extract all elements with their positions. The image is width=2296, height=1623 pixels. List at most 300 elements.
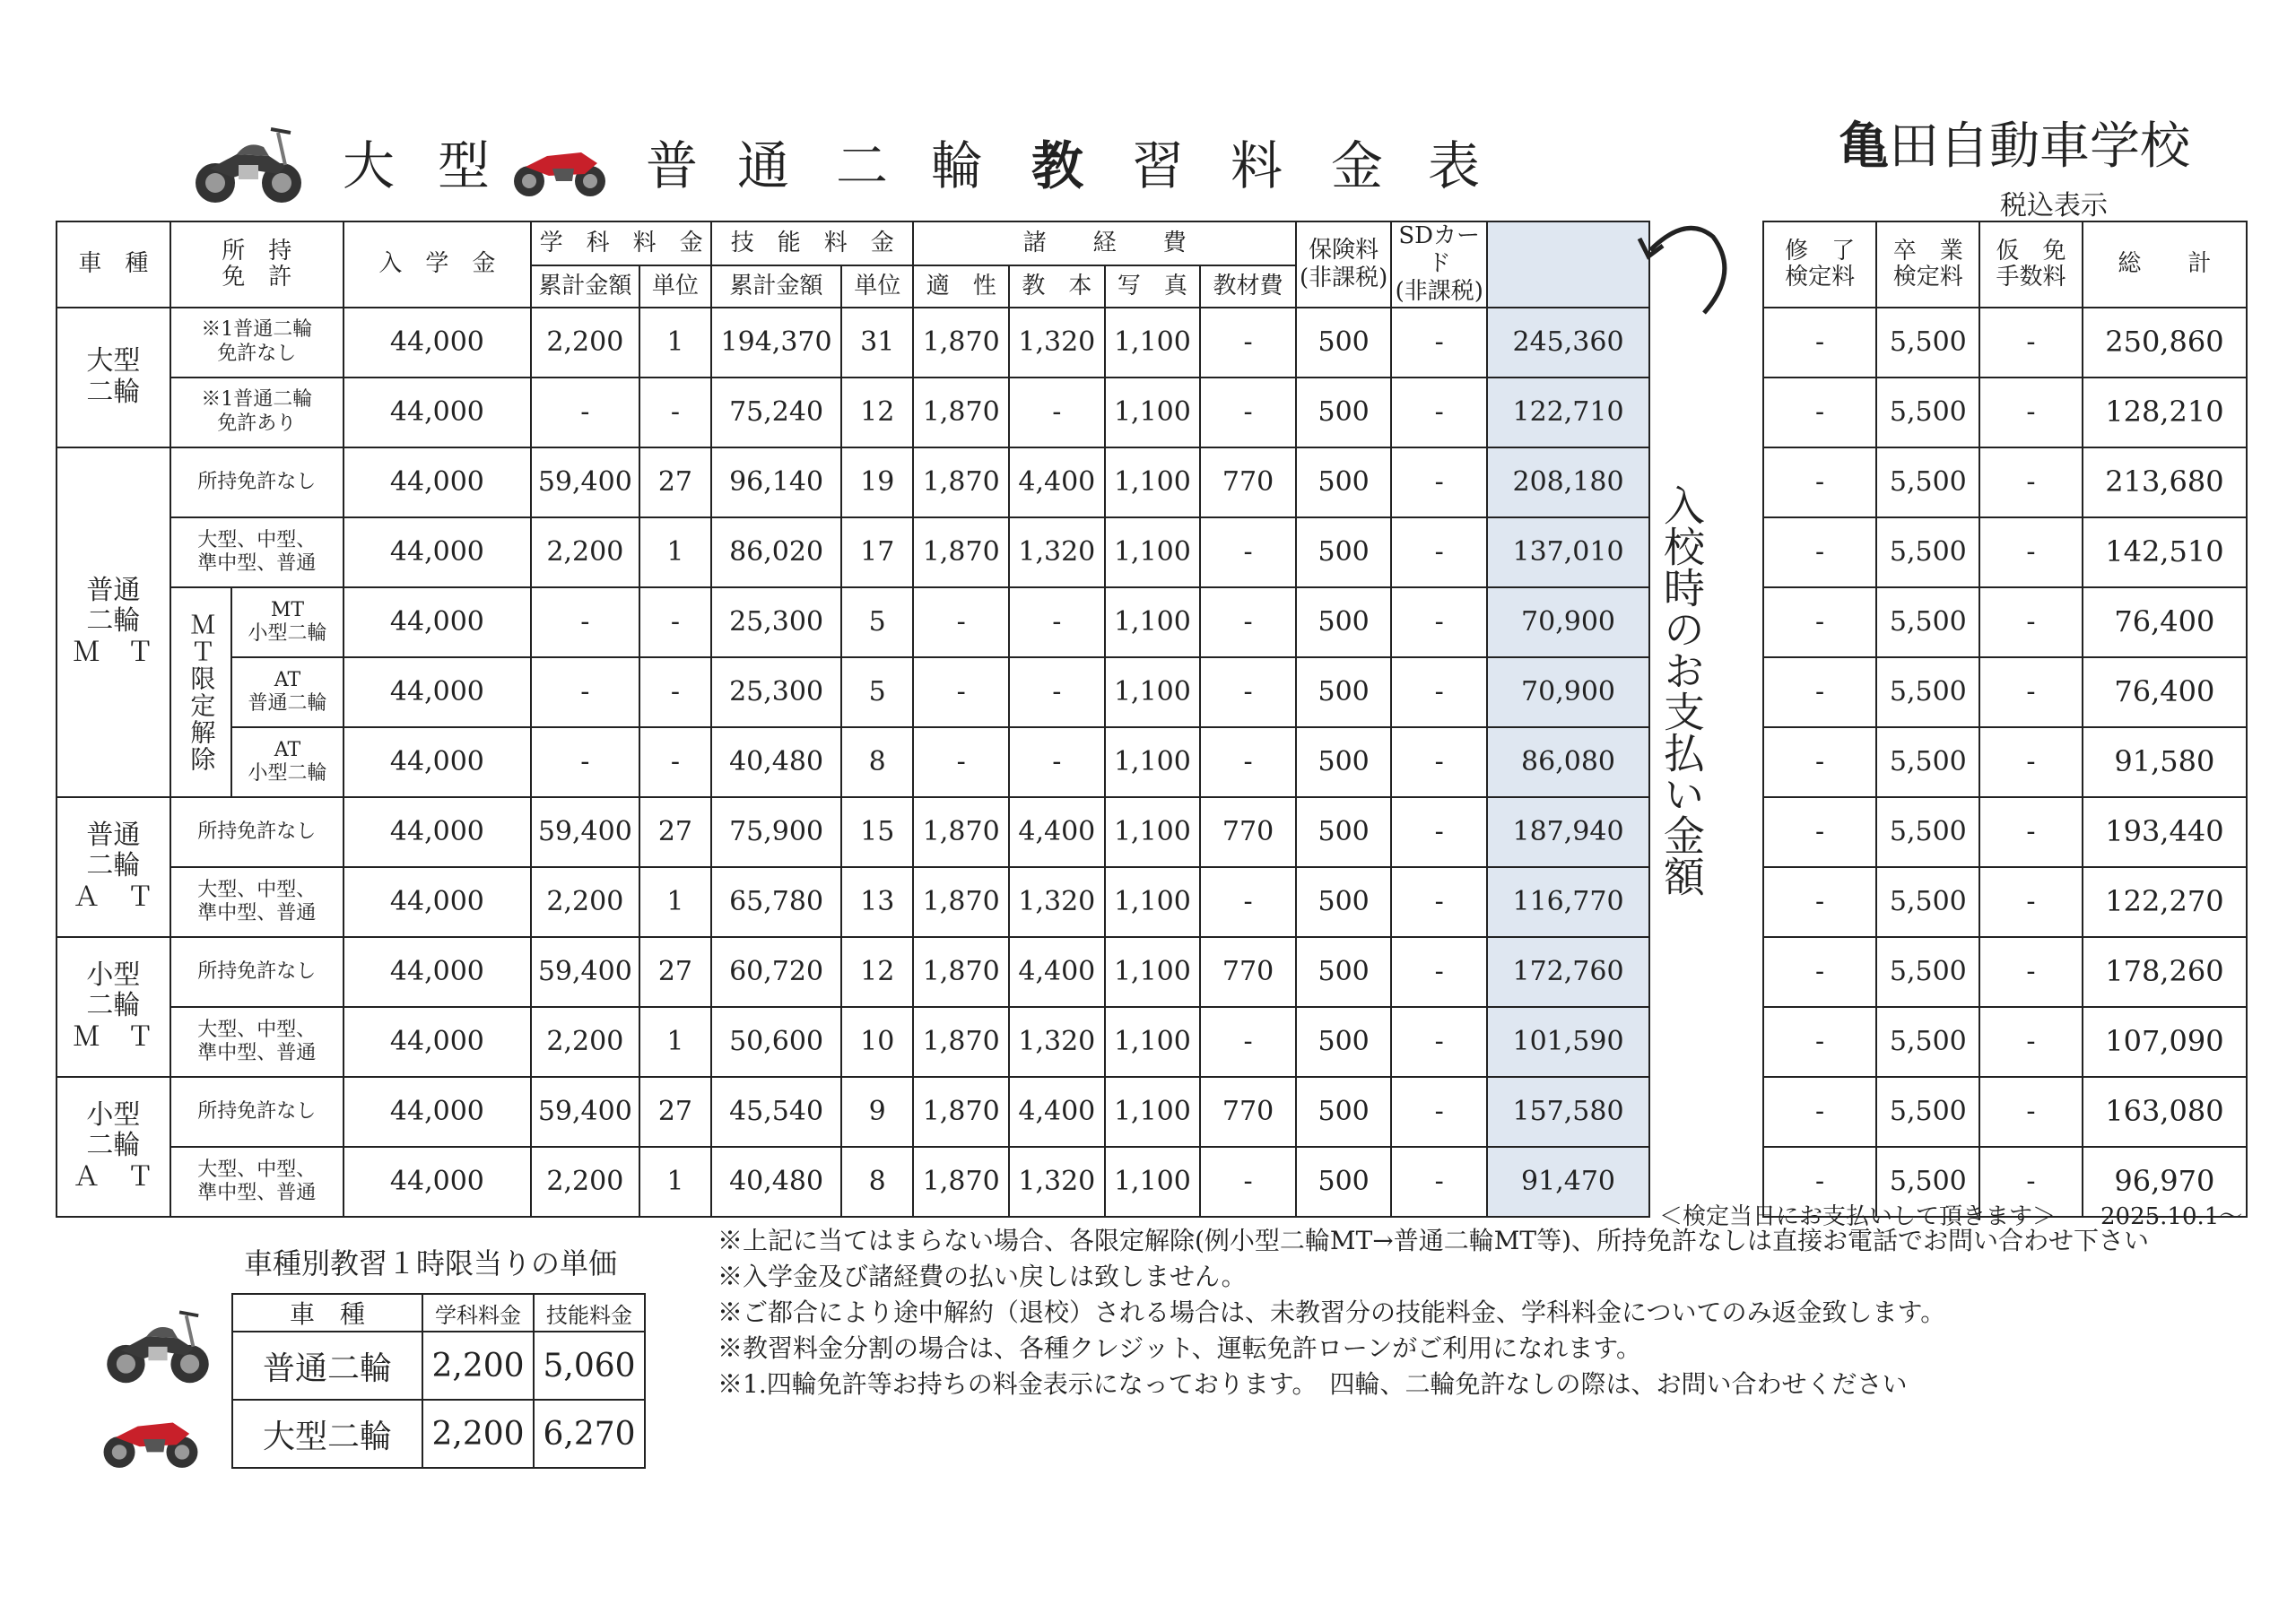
- license-cell: 大型、中型、 準中型、普通: [170, 1007, 344, 1077]
- textbook-cell: -: [1009, 587, 1105, 657]
- skill-unit-cell: 10: [841, 1007, 913, 1077]
- tax-note: 税込表示: [2000, 190, 2108, 221]
- graduation-cell: 5,500: [1876, 797, 1979, 867]
- provisional-cell: -: [1979, 797, 2083, 867]
- academic-total-cell: 59,400: [531, 447, 639, 517]
- table-row: [57, 797, 2247, 867]
- skill-unit-cell: 5: [841, 657, 913, 727]
- sdcard-cell: -: [1391, 797, 1487, 867]
- total-cell: 76,400: [2083, 587, 2247, 657]
- school-name-first: 亀: [1839, 117, 1889, 176]
- payment-cell: 86,080: [1487, 727, 1649, 797]
- academic-unit-cell: 27: [639, 1077, 711, 1147]
- skill-unit-cell: 31: [841, 308, 913, 378]
- skill-total-cell: 65,780: [711, 867, 841, 937]
- textbook-cell: -: [1009, 727, 1105, 797]
- header-academic: 学 科 料 金: [531, 221, 711, 265]
- license-cell: 所持免許なし: [170, 1077, 344, 1147]
- academic-unit-cell: -: [639, 378, 711, 447]
- material-cell: -: [1200, 378, 1296, 447]
- academic-total-cell: 59,400: [531, 797, 639, 867]
- material-cell: -: [1200, 308, 1296, 378]
- title-char: 表: [1428, 135, 1481, 196]
- photo-cell: 1,100: [1105, 657, 1201, 727]
- title-char: 教: [1031, 135, 1084, 196]
- skill-total-cell: 194,370: [711, 308, 841, 378]
- provisional-cell: -: [1979, 1147, 2083, 1217]
- completion-cell: -: [1763, 867, 1877, 937]
- table-row: [57, 378, 2247, 447]
- header-vehicle: 車 種: [57, 221, 170, 308]
- textbook-cell: -: [1009, 378, 1105, 447]
- sdcard-cell: -: [1391, 378, 1487, 447]
- completion-cell: -: [1763, 308, 1877, 378]
- provisional-cell: -: [1979, 587, 2083, 657]
- table-row: [57, 1007, 2247, 1077]
- table-row: [57, 1077, 2247, 1147]
- skill-total-cell: 40,480: [711, 727, 841, 797]
- insurance-cell: 500: [1296, 517, 1392, 587]
- textbook-cell: 4,400: [1009, 797, 1105, 867]
- graduation-cell: 5,500: [1876, 657, 1979, 727]
- header-provisional: 仮 免 手数料: [1979, 221, 2083, 308]
- photo-cell: 1,100: [1105, 1077, 1201, 1147]
- license-cell: 所持免許なし: [170, 447, 344, 517]
- insurance-cell: 500: [1296, 1077, 1392, 1147]
- title-char: 輪: [931, 135, 984, 196]
- skill-total-cell: 25,300: [711, 657, 841, 727]
- entry-payment-label: 入校時のお支払い金額: [1657, 484, 1706, 897]
- provisional-cell: -: [1979, 937, 2083, 1007]
- photo-cell: 1,100: [1105, 308, 1201, 378]
- aptitude-cell: 1,870: [913, 1007, 1009, 1077]
- provisional-cell: -: [1979, 447, 2083, 517]
- table-row: [57, 727, 2247, 797]
- skill-unit-cell: 12: [841, 937, 913, 1007]
- completion-cell: -: [1763, 587, 1877, 657]
- admission-cell: 44,000: [344, 447, 531, 517]
- license-cell: 所持免許なし: [170, 937, 344, 1007]
- title-char: 二: [836, 135, 889, 196]
- vehicle-group-label: 小型 二輪 Ｍ Ｔ: [57, 937, 170, 1077]
- textbook-cell: 1,320: [1009, 308, 1105, 378]
- sdcard-cell: -: [1391, 657, 1487, 727]
- skill-unit-cell: 13: [841, 867, 913, 937]
- completion-cell: -: [1763, 1147, 1877, 1217]
- total-cell: 96,970: [2083, 1147, 2247, 1217]
- insurance-cell: 500: [1296, 727, 1392, 797]
- skill-total-cell: 50,600: [711, 1007, 841, 1077]
- total-cell: 250,860: [2083, 308, 2247, 378]
- provisional-cell: -: [1979, 657, 2083, 727]
- insurance-cell: 500: [1296, 937, 1392, 1007]
- unit-header-skill: 技能料金: [534, 1294, 645, 1332]
- photo-cell: 1,100: [1105, 447, 1201, 517]
- license-cell: ※1普通二輪 免許なし: [170, 308, 344, 378]
- material-cell: 770: [1200, 1077, 1296, 1147]
- graduation-cell: 5,500: [1876, 378, 1979, 447]
- total-cell: 76,400: [2083, 657, 2247, 727]
- skill-total-cell: 40,480: [711, 1147, 841, 1217]
- vehicle-group-label: 小型 二輪 Ａ Ｔ: [57, 1077, 170, 1217]
- academic-unit-cell: 1: [639, 308, 711, 378]
- skill-unit-cell: 8: [841, 1147, 913, 1217]
- sdcard-cell: -: [1391, 1007, 1487, 1077]
- insurance-cell: 500: [1296, 1147, 1392, 1217]
- motorcycle-sport-icon: [99, 1406, 203, 1471]
- aptitude-cell: 1,870: [913, 1077, 1009, 1147]
- payment-cell: 101,590: [1487, 1007, 1649, 1077]
- academic-unit-cell: -: [639, 657, 711, 727]
- payment-cell: 137,010: [1487, 517, 1649, 587]
- completion-cell: -: [1763, 1077, 1877, 1147]
- skill-total-cell: 86,020: [711, 517, 841, 587]
- motorcycle-sport-icon: [509, 136, 610, 199]
- academic-unit-cell: -: [639, 587, 711, 657]
- header-sdcard: SDカード (非課税): [1391, 221, 1487, 308]
- completion-cell: -: [1763, 937, 1877, 1007]
- admission-cell: 44,000: [344, 1007, 531, 1077]
- completion-cell: -: [1763, 447, 1877, 517]
- unit-price-table: [231, 1293, 646, 1469]
- provisional-cell: -: [1979, 1077, 2083, 1147]
- material-cell: -: [1200, 867, 1296, 937]
- graduation-cell: 5,500: [1876, 1007, 1979, 1077]
- photo-cell: 1,100: [1105, 378, 1201, 447]
- material-cell: -: [1200, 1007, 1296, 1077]
- total-cell: 142,510: [2083, 517, 2247, 587]
- admission-cell: 44,000: [344, 657, 531, 727]
- photo-cell: 1,100: [1105, 517, 1201, 587]
- skill-unit-cell: 9: [841, 1077, 913, 1147]
- header-skill-unit: 単位: [841, 265, 913, 308]
- academic-total-cell: -: [531, 727, 639, 797]
- unit-header-academic: 学科料金: [422, 1294, 534, 1332]
- completion-cell: -: [1763, 657, 1877, 727]
- note-item: ※上記に当てはまらない場合、各限定解除(例小型二輪MT→普通二輪MT等)、所持免許なしは直接お電話でお問い合わせ下さい: [718, 1226, 2150, 1255]
- header-skill-total: 累計金額: [711, 265, 841, 308]
- material-cell: 770: [1200, 937, 1296, 1007]
- license-cell: MT 小型二輪: [231, 587, 344, 657]
- license-cell: 大型、中型、 準中型、普通: [170, 1147, 344, 1217]
- academic-unit-cell: 27: [639, 937, 711, 1007]
- insurance-cell: 500: [1296, 797, 1392, 867]
- total-cell: 122,270: [2083, 867, 2247, 937]
- photo-cell: 1,100: [1105, 1147, 1201, 1217]
- header-academic-unit: 単位: [639, 265, 711, 308]
- provisional-cell: -: [1979, 1007, 2083, 1077]
- academic-unit-cell: 27: [639, 447, 711, 517]
- material-cell: -: [1200, 1147, 1296, 1217]
- academic-total-cell: 59,400: [531, 1077, 639, 1147]
- aptitude-cell: 1,870: [913, 1147, 1009, 1217]
- graduation-cell: 5,500: [1876, 727, 1979, 797]
- unit-academic: 2,200: [422, 1332, 534, 1400]
- aptitude-cell: 1,870: [913, 378, 1009, 447]
- aptitude-cell: -: [913, 727, 1009, 797]
- insurance-cell: 500: [1296, 867, 1392, 937]
- total-cell: 128,210: [2083, 378, 2247, 447]
- provisional-cell: -: [1979, 867, 2083, 937]
- skill-unit-cell: 12: [841, 378, 913, 447]
- total-cell: 213,680: [2083, 447, 2247, 517]
- note-item: ※ご都合により途中解約（退校）される場合は、未教習分の技能料金、学科料金についてのみ返金致します。: [718, 1298, 1946, 1327]
- title-char: 料: [1231, 135, 1283, 196]
- provisional-cell: -: [1979, 378, 2083, 447]
- admission-cell: 44,000: [344, 937, 531, 1007]
- skill-unit-cell: 19: [841, 447, 913, 517]
- header-misc: 諸 経 費: [913, 221, 1295, 265]
- license-cell: ※1普通二輪 免許あり: [170, 378, 344, 447]
- aptitude-cell: 1,870: [913, 517, 1009, 587]
- textbook-cell: 1,320: [1009, 1147, 1105, 1217]
- academic-unit-cell: 1: [639, 867, 711, 937]
- license-cell: AT 小型二輪: [231, 727, 344, 797]
- skill-total-cell: 96,140: [711, 447, 841, 517]
- skill-total-cell: 75,900: [711, 797, 841, 867]
- graduation-cell: 5,500: [1876, 447, 1979, 517]
- license-cell: 大型、中型、 準中型、普通: [170, 867, 344, 937]
- title-char: 習: [1132, 135, 1185, 196]
- photo-cell: 1,100: [1105, 797, 1201, 867]
- table-row: [57, 867, 2247, 937]
- photo-cell: 1,100: [1105, 727, 1201, 797]
- textbook-cell: 4,400: [1009, 937, 1105, 1007]
- skill-unit-cell: 8: [841, 727, 913, 797]
- vehicle-group-label: 普通 二輪 Ａ Ｔ: [57, 797, 170, 937]
- table-row: [57, 937, 2247, 1007]
- curved-arrow-icon: [1596, 219, 1749, 326]
- header-skill: 技 能 料 金: [711, 221, 913, 265]
- payment-cell: 91,470: [1487, 1147, 1649, 1217]
- table-row: [57, 447, 2247, 517]
- unit-price-title: 車種別教習１時限当りの単価: [244, 1246, 618, 1280]
- graduation-cell: 5,500: [1876, 308, 1979, 378]
- payment-cell: 116,770: [1487, 867, 1649, 937]
- aptitude-cell: 1,870: [913, 797, 1009, 867]
- material-cell: -: [1200, 727, 1296, 797]
- payment-cell: 122,710: [1487, 378, 1649, 447]
- academic-unit-cell: 1: [639, 517, 711, 587]
- skill-total-cell: 45,540: [711, 1077, 841, 1147]
- sdcard-cell: -: [1391, 517, 1487, 587]
- admission-cell: 44,000: [344, 867, 531, 937]
- unit-academic: 2,200: [422, 1400, 534, 1468]
- license-cell: 所持免許なし: [170, 797, 344, 867]
- admission-cell: 44,000: [344, 1077, 531, 1147]
- header-completion: 修 了 検定料: [1763, 221, 1877, 308]
- payment-cell: 157,580: [1487, 1077, 1649, 1147]
- payment-cell: 187,940: [1487, 797, 1649, 867]
- table-row: [57, 308, 2247, 378]
- academic-unit-cell: 1: [639, 1147, 711, 1217]
- insurance-cell: 500: [1296, 308, 1392, 378]
- admission-cell: 44,000: [344, 587, 531, 657]
- total-cell: 163,080: [2083, 1077, 2247, 1147]
- academic-total-cell: -: [531, 587, 639, 657]
- note-item: ※入学金及び諸経費の払い戻しは致しません。: [718, 1262, 1247, 1291]
- sdcard-cell: -: [1391, 587, 1487, 657]
- title-char: 型: [438, 135, 491, 196]
- skill-total-cell: 60,720: [711, 937, 841, 1007]
- textbook-cell: 4,400: [1009, 1077, 1105, 1147]
- header-aptitude: 適 性: [913, 265, 1009, 308]
- mt-release-label: ＭＴ限定解除: [170, 587, 231, 797]
- payment-cell: 172,760: [1487, 937, 1649, 1007]
- unit-skill: 5,060: [534, 1332, 645, 1400]
- sdcard-cell: -: [1391, 1147, 1487, 1217]
- textbook-cell: 4,400: [1009, 447, 1105, 517]
- title-char: 通: [737, 135, 790, 196]
- school-name-rest: 田自動車学校: [1889, 117, 2190, 176]
- material-cell: 770: [1200, 447, 1296, 517]
- total-cell: 193,440: [2083, 797, 2247, 867]
- aptitude-cell: 1,870: [913, 937, 1009, 1007]
- aptitude-cell: -: [913, 657, 1009, 727]
- payment-cell: 70,900: [1487, 657, 1649, 727]
- skill-unit-cell: 17: [841, 517, 913, 587]
- insurance-cell: 500: [1296, 657, 1392, 727]
- admission-cell: 44,000: [344, 517, 531, 587]
- aptitude-cell: 1,870: [913, 867, 1009, 937]
- sdcard-cell: -: [1391, 727, 1487, 797]
- page-title: [0, 126, 1525, 206]
- note-item: ※教習料金分割の場合は、各種クレジット、運転免許ローンがご利用になれます。: [718, 1333, 1641, 1363]
- completion-cell: -: [1763, 797, 1877, 867]
- aptitude-cell: -: [913, 587, 1009, 657]
- skill-unit-cell: 5: [841, 587, 913, 657]
- completion-cell: -: [1763, 1007, 1877, 1077]
- admission-cell: 44,000: [344, 378, 531, 447]
- provisional-cell: -: [1979, 727, 2083, 797]
- unit-skill: 6,270: [534, 1400, 645, 1468]
- insurance-cell: 500: [1296, 447, 1392, 517]
- photo-cell: 1,100: [1105, 1007, 1201, 1077]
- unit-vehicle: 普通二輪: [232, 1332, 422, 1400]
- material-cell: -: [1200, 657, 1296, 727]
- photo-cell: 1,100: [1105, 937, 1201, 1007]
- header-admission: 入 学 金: [344, 221, 531, 308]
- sdcard-cell: -: [1391, 447, 1487, 517]
- sdcard-cell: -: [1391, 1077, 1487, 1147]
- material-cell: -: [1200, 587, 1296, 657]
- header-textbook: 教 本: [1009, 265, 1105, 308]
- sdcard-cell: -: [1391, 867, 1487, 937]
- photo-cell: 1,100: [1105, 867, 1201, 937]
- completion-cell: -: [1763, 727, 1877, 797]
- aptitude-cell: 1,870: [913, 308, 1009, 378]
- payment-cell: 70,900: [1487, 587, 1649, 657]
- notes-list: [718, 1223, 2296, 1402]
- insurance-cell: 500: [1296, 587, 1392, 657]
- textbook-cell: -: [1009, 657, 1105, 727]
- school-name: [1839, 115, 2190, 178]
- sdcard-cell: -: [1391, 937, 1487, 1007]
- textbook-cell: 1,320: [1009, 867, 1105, 937]
- skill-total-cell: 25,300: [711, 587, 841, 657]
- unit-vehicle: 大型二輪: [232, 1400, 422, 1468]
- title-char: 大: [343, 135, 396, 196]
- total-cell: 107,090: [2083, 1007, 2247, 1077]
- admission-cell: 44,000: [344, 308, 531, 378]
- payment-cell: 245,360: [1487, 308, 1649, 378]
- admission-cell: 44,000: [344, 727, 531, 797]
- academic-total-cell: -: [531, 657, 639, 727]
- photo-cell: 1,100: [1105, 587, 1201, 657]
- sdcard-cell: -: [1391, 308, 1487, 378]
- material-cell: 770: [1200, 797, 1296, 867]
- license-cell: 大型、中型、 準中型、普通: [170, 517, 344, 587]
- note-item: ※1.四輪免許等お持ちの料金表示になっております。 四輪、二輪免許なしの際は、お問い合わせください: [718, 1369, 1908, 1399]
- academic-total-cell: -: [531, 378, 639, 447]
- material-cell: -: [1200, 517, 1296, 587]
- motorcycle-cruiser-icon: [100, 1298, 215, 1388]
- academic-unit-cell: -: [639, 727, 711, 797]
- academic-total-cell: 2,200: [531, 867, 639, 937]
- header-total: 総 計: [2083, 221, 2247, 308]
- academic-total-cell: 2,200: [531, 1147, 639, 1217]
- graduation-cell: 5,500: [1876, 1077, 1979, 1147]
- payment-cell: 208,180: [1487, 447, 1649, 517]
- graduation-cell: 5,500: [1876, 517, 1979, 587]
- academic-total-cell: 59,400: [531, 937, 639, 1007]
- table-row: [57, 657, 2247, 727]
- table-row: [57, 587, 2247, 657]
- provisional-cell: -: [1979, 517, 2083, 587]
- vehicle-group-label: 大型 二輪: [57, 308, 170, 447]
- completion-cell: -: [1763, 378, 1877, 447]
- skill-total-cell: 75,240: [711, 378, 841, 447]
- admission-cell: 44,000: [344, 1147, 531, 1217]
- header-graduation: 卒 業 検定料: [1876, 221, 1979, 308]
- skill-unit-cell: 15: [841, 797, 913, 867]
- header-academic-total: 累計金額: [531, 265, 639, 308]
- header-photo: 写 真: [1105, 265, 1201, 308]
- graduation-cell: 5,500: [1876, 937, 1979, 1007]
- total-cell: 91,580: [2083, 727, 2247, 797]
- fee-table: [56, 221, 2248, 1218]
- vehicle-group-label: 普通 二輪 Ｍ Ｔ: [57, 447, 170, 797]
- textbook-cell: 1,320: [1009, 517, 1105, 587]
- unit-header-vehicle: 車 種: [232, 1294, 422, 1332]
- academic-unit-cell: 1: [639, 1007, 711, 1077]
- header-license: 所 持 免 許: [170, 221, 344, 308]
- academic-total-cell: 2,200: [531, 1007, 639, 1077]
- academic-unit-cell: 27: [639, 797, 711, 867]
- graduation-cell: 5,500: [1876, 1147, 1979, 1217]
- header-insurance: 保険料 (非課税): [1296, 221, 1392, 308]
- graduation-cell: 5,500: [1876, 867, 1979, 937]
- insurance-cell: 500: [1296, 378, 1392, 447]
- textbook-cell: 1,320: [1009, 1007, 1105, 1077]
- admission-cell: 44,000: [344, 797, 531, 867]
- header-material: 教材費: [1200, 265, 1296, 308]
- completion-cell: -: [1763, 517, 1877, 587]
- provisional-cell: -: [1979, 308, 2083, 378]
- title-char: 普: [646, 135, 699, 196]
- academic-total-cell: 2,200: [531, 517, 639, 587]
- title-char: 金: [1331, 135, 1384, 196]
- motorcycle-cruiser-icon: [192, 115, 305, 208]
- table-row: [57, 517, 2247, 587]
- aptitude-cell: 1,870: [913, 447, 1009, 517]
- academic-total-cell: 2,200: [531, 308, 639, 378]
- total-cell: 178,260: [2083, 937, 2247, 1007]
- insurance-cell: 500: [1296, 1007, 1392, 1077]
- graduation-cell: 5,500: [1876, 587, 1979, 657]
- kentei-note: ＜検定当日にお支払いして頂きます＞: [1659, 1203, 2057, 1230]
- license-cell: AT 普通二輪: [231, 657, 344, 727]
